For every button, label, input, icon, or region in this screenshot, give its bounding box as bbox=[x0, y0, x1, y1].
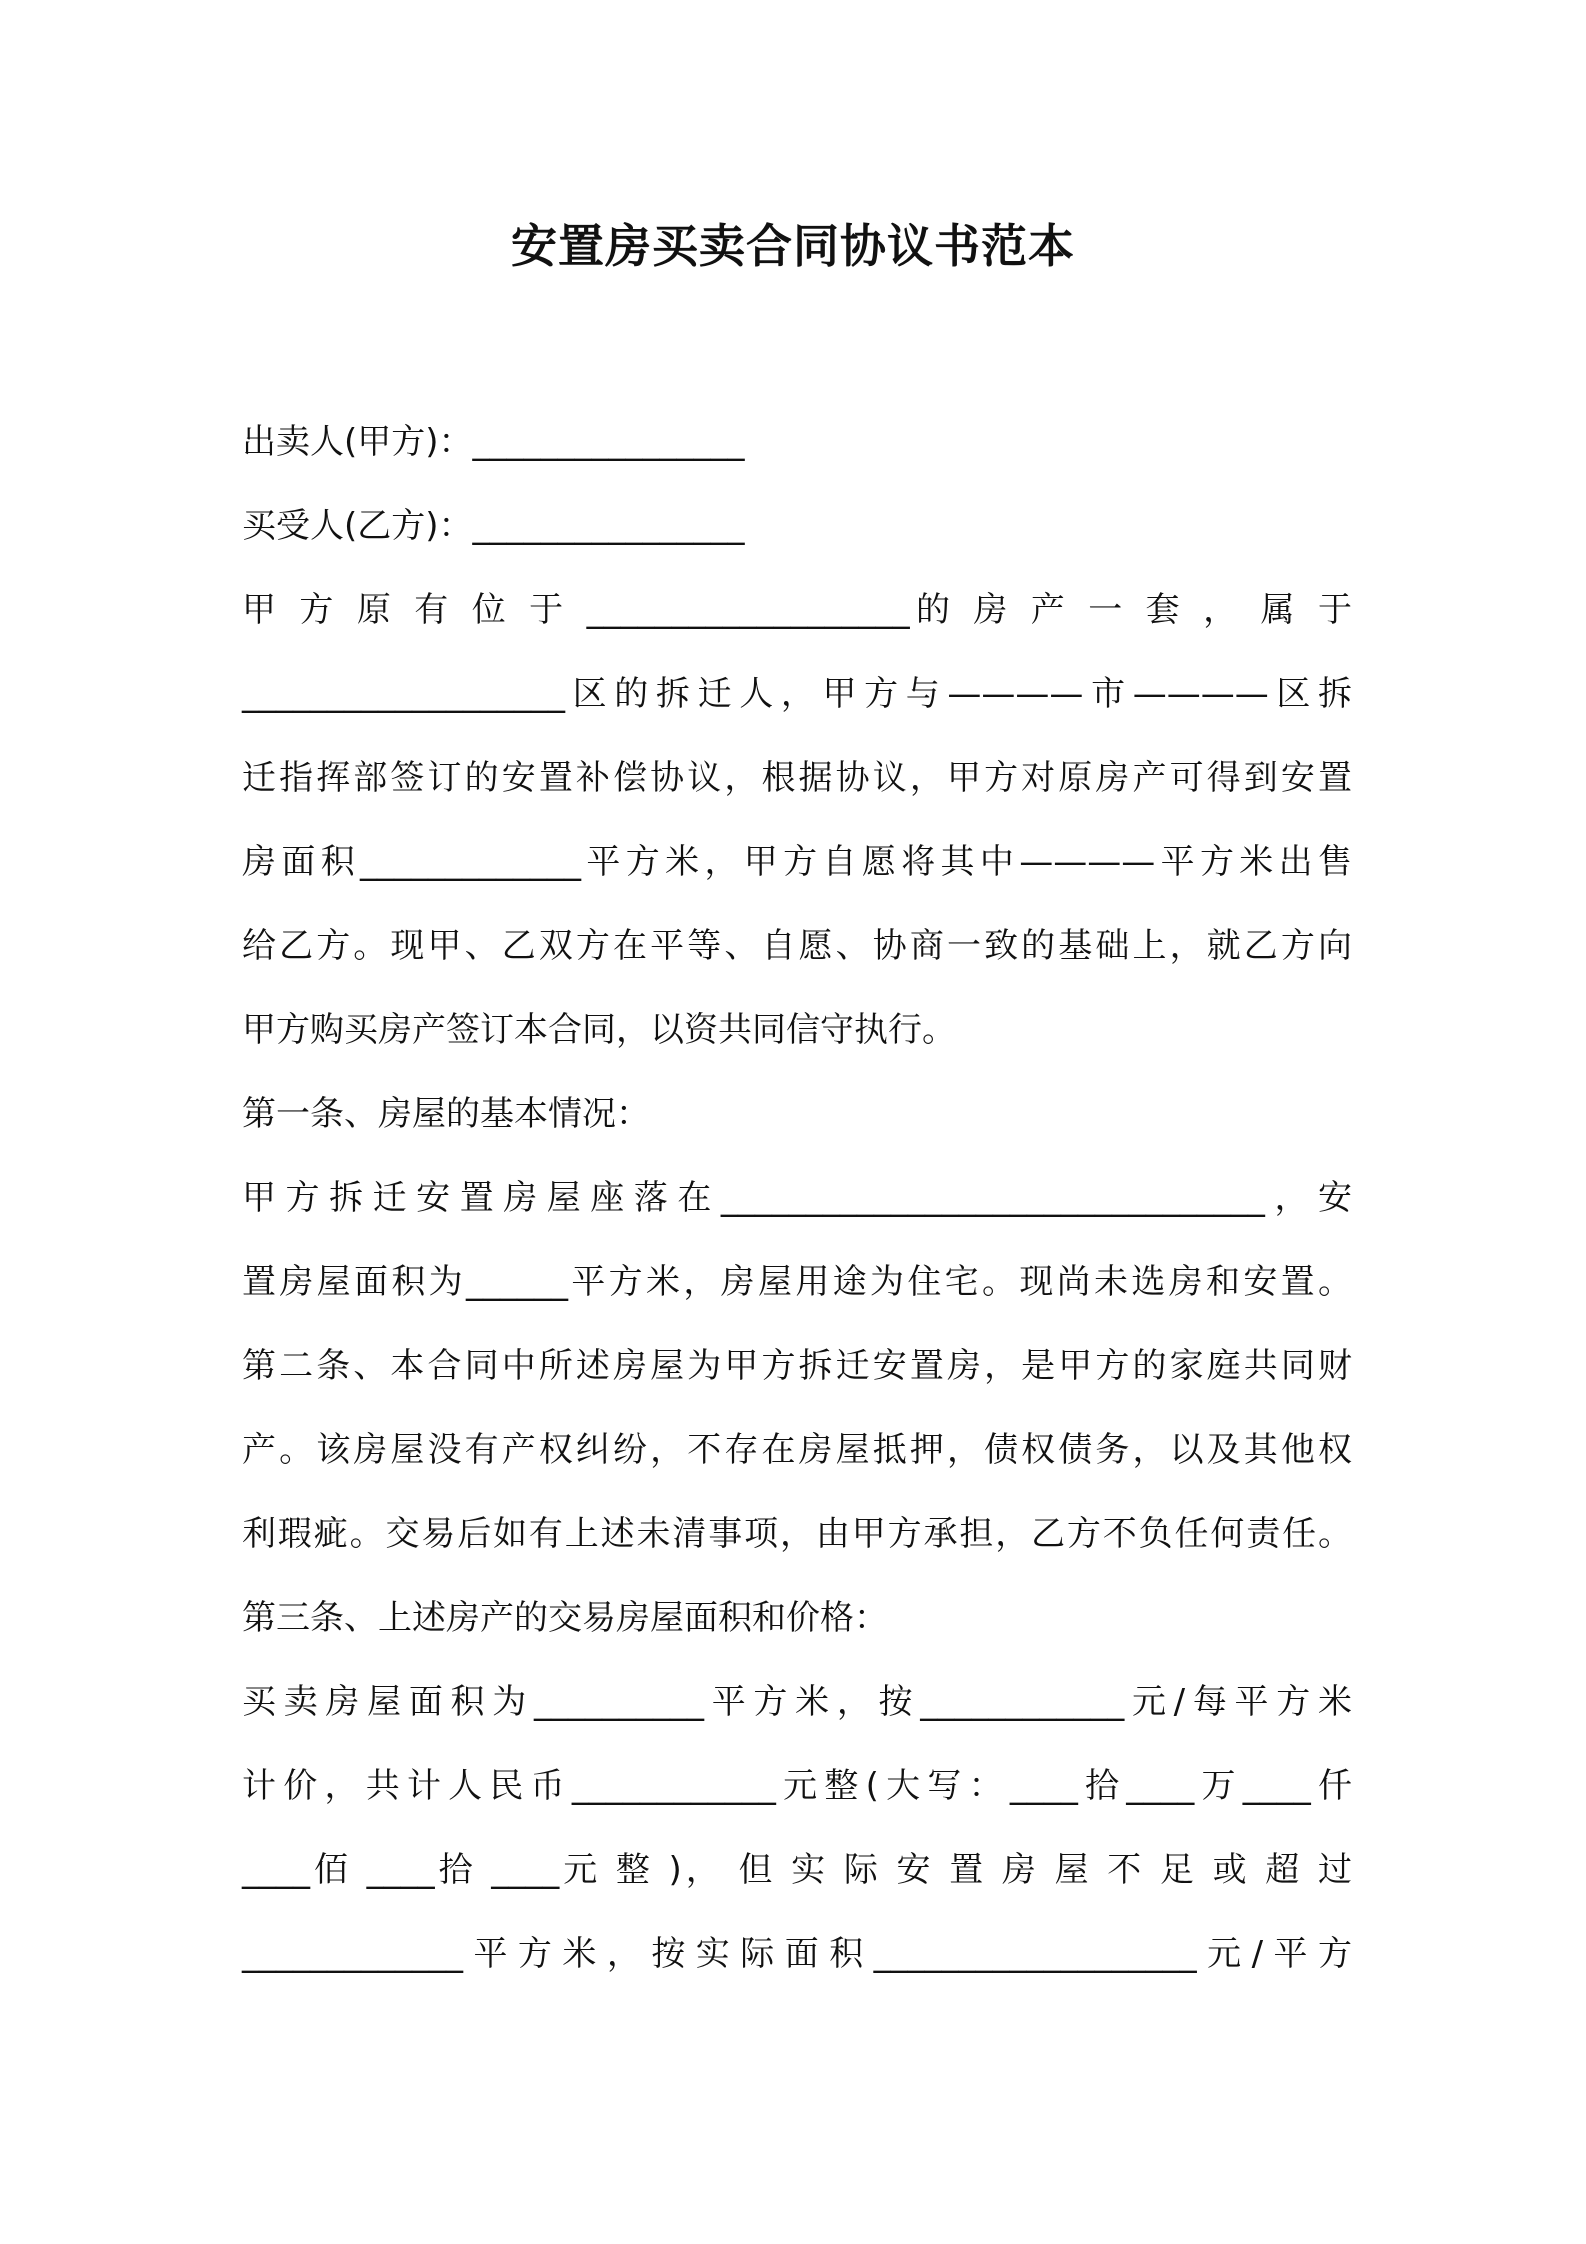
paragraph-line: 买卖房屋面积为__________平方米，按____________元/每平方米 bbox=[242, 1682, 1352, 1722]
article-two-line: 第二条、本合同中所述房屋为甲方拆迁安置房，是甲方的家庭共同财 bbox=[242, 1346, 1352, 1386]
paragraph-line: 给乙方。现甲、乙双方在平等、自愿、协商一致的基础上，就乙方向 bbox=[242, 926, 1352, 966]
paragraph-line: 置房屋面积为______平方米，房屋用途为住宅。现尚未选房和安置。 bbox=[242, 1262, 1352, 1302]
paragraph-line: ____佰 ____拾 ____元 整 )， 但 实 际 安 置 房 屋 不 足 或 超 过 bbox=[242, 1850, 1352, 1890]
paragraph-line: 甲方购买房产签订本合同，以资共同信守执行。 bbox=[242, 1010, 956, 1050]
paragraph-line: 迁指挥部签订的安置补偿协议，根据协议，甲方对原房产可得到安置 bbox=[242, 758, 1352, 798]
paragraph-line: 利瑕疵。交易后如有上述未清事项，由甲方承担，乙方不负任何责任。 bbox=[242, 1514, 1352, 1554]
article-three-heading: 第三条、上述房产的交易房屋面积和价格： bbox=[242, 1598, 888, 1638]
paragraph-line: 产。该房屋没有产权纠纷，不存在房屋抵押，债权债务，以及其他权 bbox=[242, 1430, 1352, 1470]
paragraph-line: 甲 方 原 有 位 于 ___________________的 房 产 一 套 ， 属 于 bbox=[242, 590, 1352, 630]
paragraph-line: 计价，共计人民币____________元整(大写：____拾____万____仟 bbox=[242, 1766, 1352, 1806]
document-title: 安置房买卖合同协议书范本 bbox=[511, 219, 1075, 273]
paragraph-line: 房面积_____________平方米，甲方自愿将其中————平方米出售 bbox=[242, 842, 1352, 882]
buyer-line: 买受人(乙方)：________________ bbox=[242, 506, 745, 546]
paragraph-line: 甲方拆迁安置房屋座落在________________________________，安 bbox=[242, 1178, 1352, 1218]
paragraph-line: ___________________区的拆迁人，甲方与————市————区拆 bbox=[242, 674, 1352, 714]
article-one-heading: 第一条、房屋的基本情况： bbox=[242, 1094, 650, 1134]
contract-body bbox=[242, 400, 1352, 1996]
seller-line: 出卖人(甲方)：________________ bbox=[242, 422, 745, 462]
paragraph-line: _____________平方米，按实际面积___________________元/平方 bbox=[242, 1934, 1352, 1974]
